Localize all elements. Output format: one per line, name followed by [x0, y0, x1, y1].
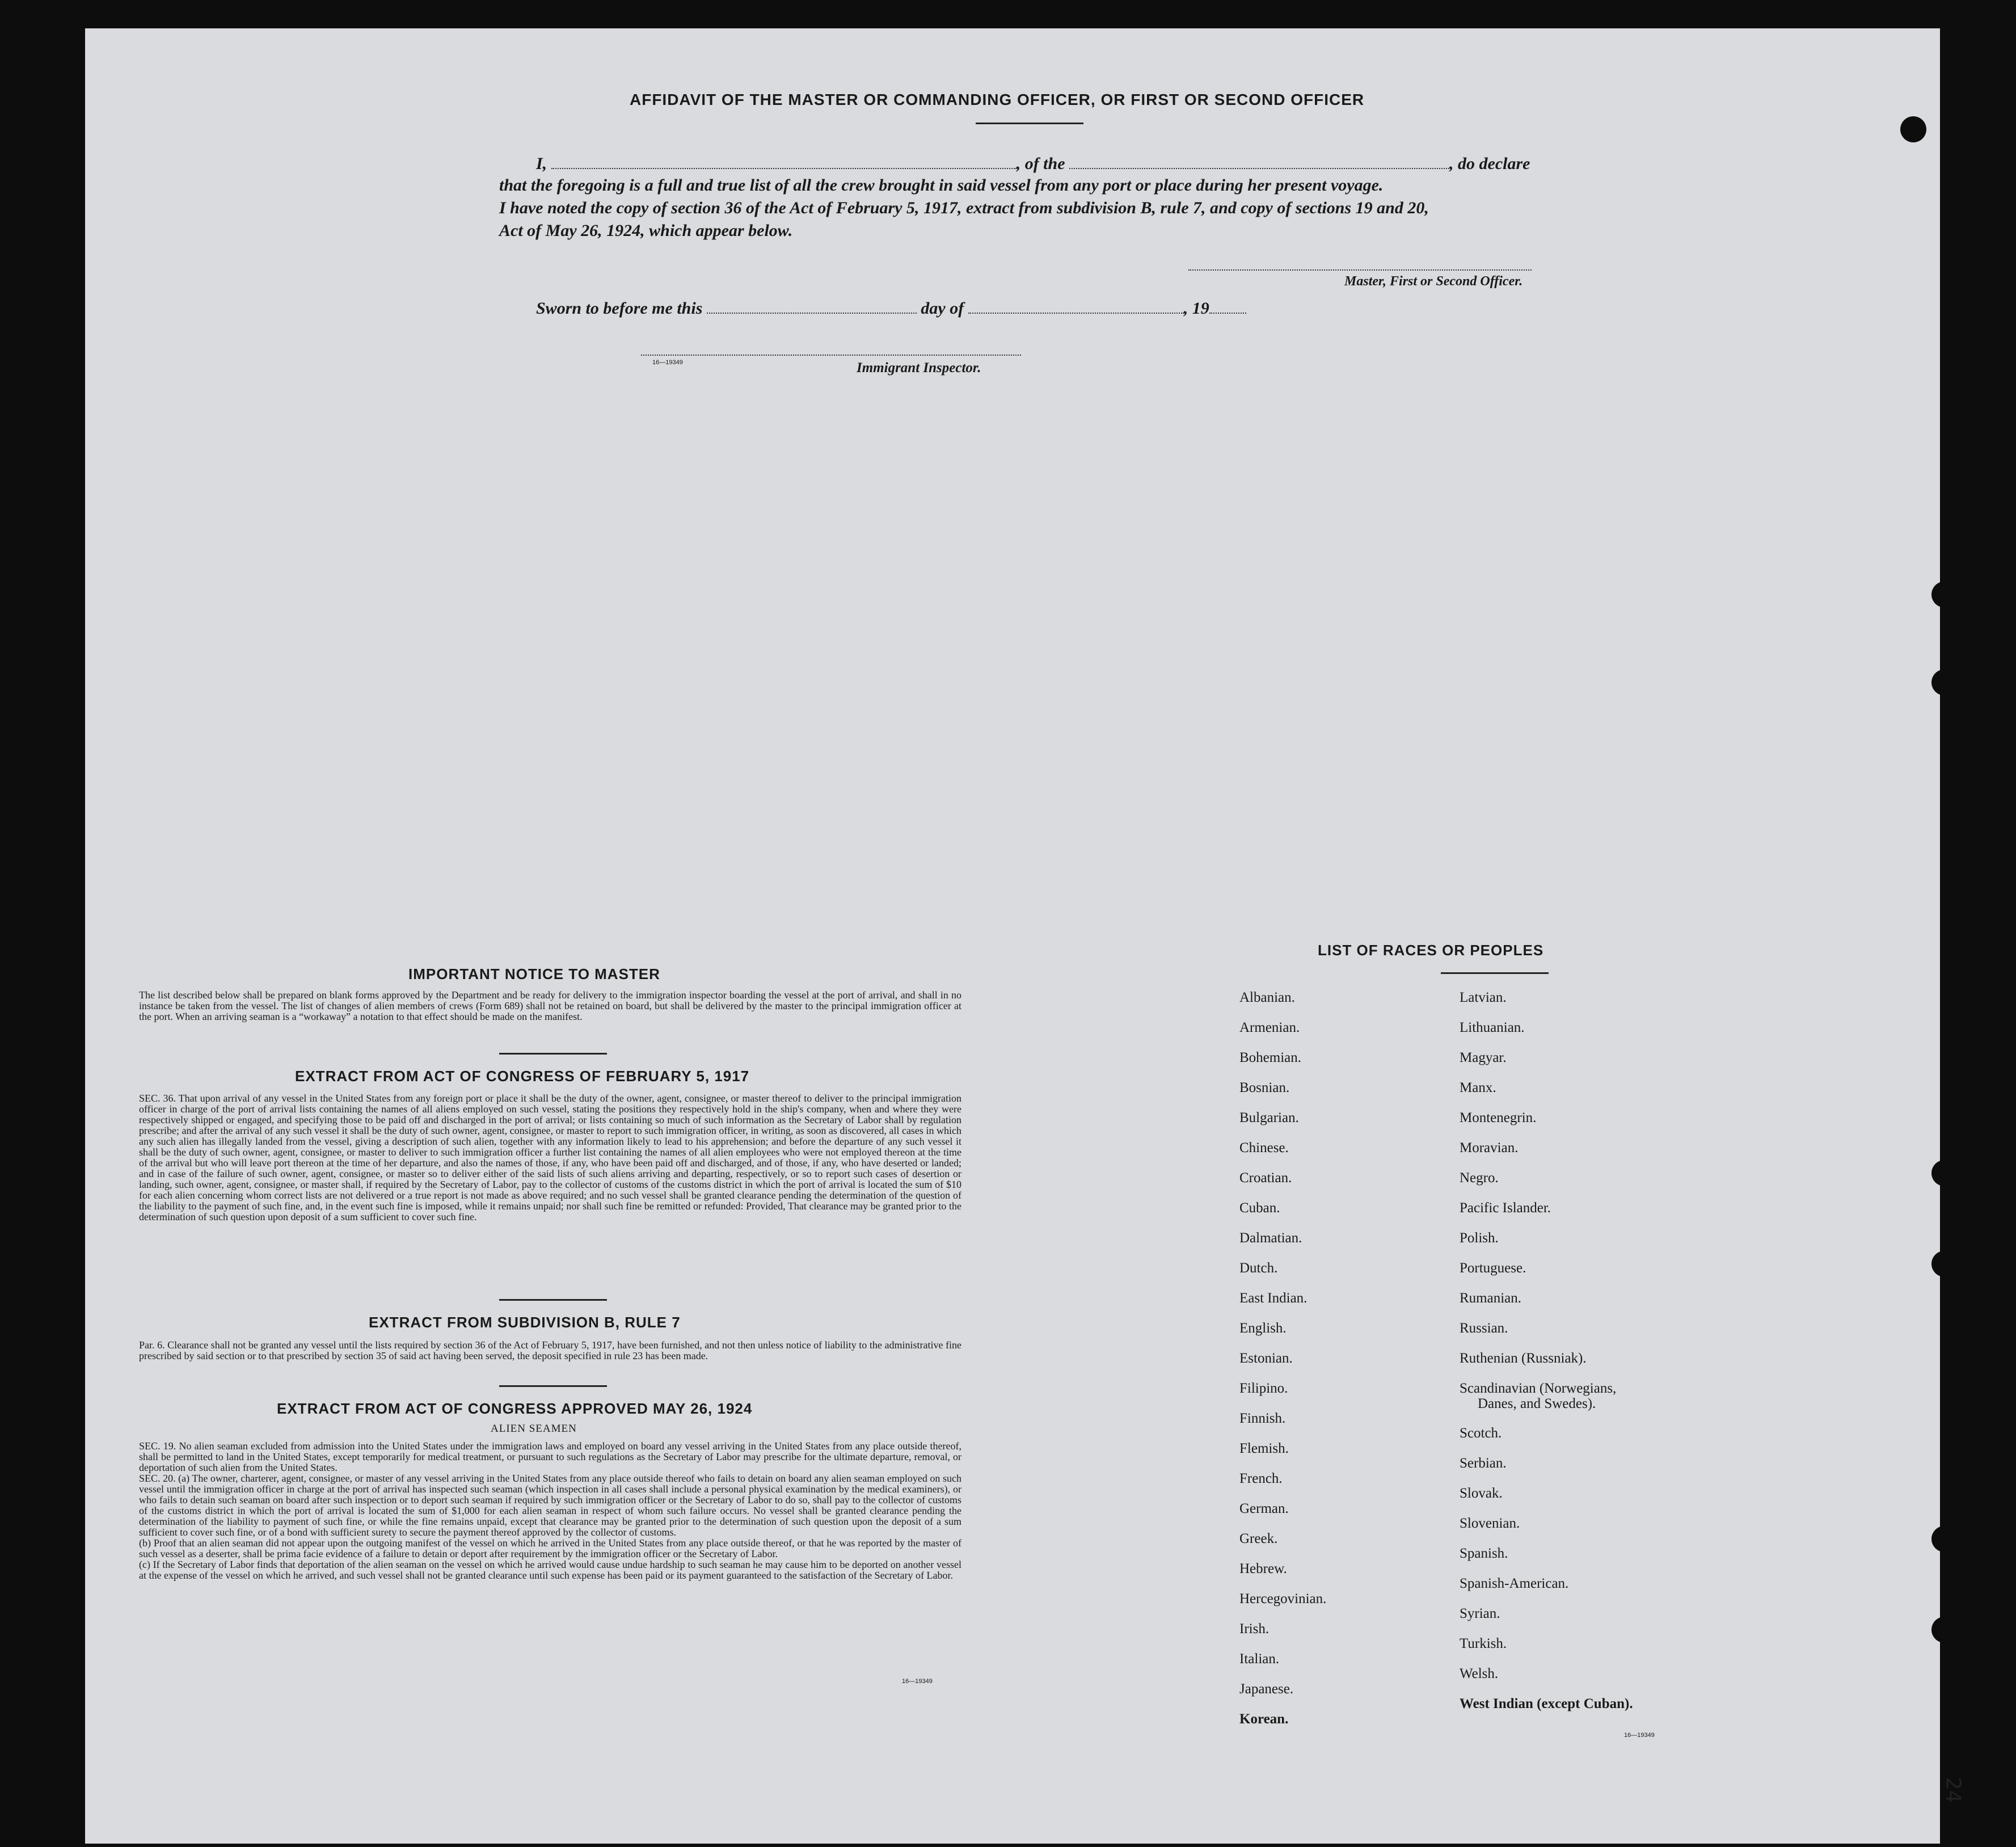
race-item: Croatian.	[1239, 1170, 1292, 1186]
race-item: Serbian.	[1460, 1456, 1507, 1471]
punch-hole	[1931, 1251, 1958, 1277]
extract-1924-title: EXTRACT FROM ACT OF CONGRESS APPROVED MAY 26, 1924	[277, 1400, 753, 1417]
punch-hole	[1931, 1526, 1958, 1552]
race-item: Scotch.	[1460, 1426, 1502, 1441]
i-label: I,	[536, 154, 547, 173]
extract-form-number: 16—19349	[902, 1678, 933, 1685]
races-divider	[1441, 972, 1549, 974]
extract-1917-text: SEC. 36. That upon arrival of any vessel in the United States from any foreign port or place it shall be the duty of the owner, agent, consignee, or master thereof to deliver to the principal immigration officer in charge of the port of arrival lists containing the names of all aliens employed on such vessel, stating the positions they respectively hold in the ship's company, when and where they were respectively shipped or engaged, and specifying those to be paid off and discharged in the port of arrival; or lists containing so much of such information as the Secretary of Labor shall by regulation prescribe; and after the arrival of any such vessel it shall be the duty of such owner, agent, consignee, or master to report to such immigration officer, in writing, as soon as discovered, all cases in which any such alien has illegally landed from the vessel, giving a description of such alien, together with any information likely to lead to his apprehension; and before the departure of any such vessel it shall be the duty of such owner, agent, consignee, or master to deliver to such immigration officer a further list containing the names of all alien employees who were not employed thereon at the time of the arrival but who will leave port thereon at the time of her departure, and also the names of those, if any, who have been paid off and discharged, and of those, if any, who have deserted or landed; and in case of the failure of such owner, agent, consignee, or master so to deliver either of the said lists of such aliens arriving and departing, respectively, or so to report such cases of desertion or landing, such owner, agent, consignee, or master shall, if required by the Secretary of Labor, pay to the collector of customs of the customs district in which the port of arrival is located the sum of $10 for each alien concerning whom correct lists are not delivered or a true report is not made as above required; and no such vessel shall be granted clearance pending the determination of the question of the liability to the payment of such fine, and, in the event such fine is imposed, while it remains unpaid; nor shall such fine be remitted or refunded: Provided, That clearance may be granted prior to the determination of such question upon deposit of a sum sufficient to cover such fine.	[139, 1093, 961, 1222]
punch-hole	[1946, 321, 1972, 347]
vessel-blank[interactable]	[1069, 153, 1449, 169]
race-item: West Indian (except Cuban).	[1460, 1696, 1633, 1711]
title-divider	[976, 123, 1083, 124]
race-item: Greek.	[1239, 1531, 1278, 1546]
race-item: Pacific Islander.	[1460, 1200, 1551, 1216]
race-item: Moravian.	[1460, 1140, 1519, 1156]
race-item: English.	[1239, 1321, 1287, 1336]
sec-20a-text: SEC. 20. (a) The owner, charterer, agent, consignee, or master of any vessel arriving in the United States from any place outside thereof who fails to detain on board any alien seaman employed on such vessel until the immigration officer in charge at the port of arrival has inspected such seaman (which inspection in all cases shall include a personal physical examination by the medical examiners), or who fails to detain such seaman on board after such inspection or to deport such seaman if required by such immigration officer or the Secretary of Labor to do so, shall pay to the collector of customs of the customs district in which the port of arrival is located the sum of $1,000 for each alien seaman in respect of whom such failure occurs. No vessel shall be granted clearance pending the determination of the liability to payment of such fine, or while the fine remains unpaid, except that clearance may be granted prior to the determination of such question upon the deposit of a sum sufficient to cover such fine, or of a bond with sufficient surety to secure the payment thereof approved by the collector of customs.	[139, 1473, 961, 1538]
race-item: Spanish-American.	[1460, 1576, 1569, 1591]
affidavit-form-number: 16—19349	[652, 359, 683, 366]
race-item: Finnish.	[1239, 1411, 1286, 1426]
affidavit-line-2: that the foregoing is a full and true list of all the crew brought in said vessel from any port or place during her present voyage.	[499, 176, 1384, 195]
race-item: Hebrew.	[1239, 1561, 1287, 1576]
race-item: Irish.	[1239, 1621, 1270, 1637]
race-item: Filipino.	[1239, 1381, 1288, 1396]
race-item: Welsh.	[1460, 1666, 1499, 1681]
rule7-title: EXTRACT FROM SUBDIVISION B, RULE 7	[369, 1314, 681, 1331]
race-item: Manx.	[1460, 1080, 1496, 1095]
race-item: Lithuanian.	[1460, 1020, 1525, 1035]
sec-20b-text: (b) Proof that an alien seaman did not appear upon the outgoing manifest of the vessel on which he arrived in the United States from any place outside thereof, or that he was reported by the master of such vessel as a deserter, shall be prima facie evidence of a failure to detain or deport after requirement by the immigration officer or the Secretary of Labor.	[139, 1537, 961, 1559]
race-item: Bosnian.	[1239, 1080, 1290, 1095]
race-item: Scandinavian (Norwegians,	[1460, 1381, 1617, 1396]
race-item: Magyar.	[1460, 1050, 1507, 1065]
master-signature-line[interactable]	[1188, 269, 1532, 271]
notice-divider	[499, 1053, 607, 1055]
punch-hole	[1946, 235, 1972, 262]
sec-19-text: SEC. 19. No alien seaman excluded from admission into the United States under the immigration laws and employed on board any vessel arriving in the United States from any place outside thereof, shall be permitted to land in the United States, except temporarily for medical treatment, or pursuant to such regulations as the Secretary of Labor may prescribe for the ultimate departure, removal, or deportation of such alien from the United States.	[139, 1440, 961, 1473]
race-item: Polish.	[1460, 1230, 1499, 1246]
sworn-label: Sworn to before me this	[536, 299, 703, 318]
extract-1917-divider	[499, 1299, 607, 1301]
race-item: Armenian.	[1239, 1020, 1300, 1035]
day-of-label: day of	[921, 299, 964, 318]
race-item: Portuguese.	[1460, 1260, 1526, 1276]
year-label: , 19	[1183, 299, 1209, 318]
punch-hole	[1931, 1617, 1958, 1643]
race-item: Albanian.	[1239, 990, 1295, 1005]
race-item: Montenegrin.	[1460, 1110, 1537, 1125]
race-item: Slovak.	[1460, 1486, 1503, 1501]
race-item: Syrian.	[1460, 1606, 1500, 1621]
race-item: Hercegovinian.	[1239, 1591, 1327, 1606]
races-title: LIST OF RACES OR PEOPLES	[1318, 942, 1544, 959]
affidavit-line-3: I have noted the copy of section 36 of the Act of February 5, 1917, extract from subdivision B, rule 7, and copy of sections 19 and 20,	[499, 199, 1429, 217]
punch-hole	[1931, 1160, 1958, 1186]
punch-hole	[1900, 116, 1926, 142]
race-item: Turkish.	[1460, 1636, 1507, 1651]
race-item: Bulgarian.	[1239, 1110, 1299, 1125]
notice-title: IMPORTANT NOTICE TO MASTER	[408, 965, 660, 982]
rule7-divider	[499, 1385, 607, 1387]
race-item: Slovenian.	[1460, 1516, 1520, 1531]
race-item: Latvian.	[1460, 990, 1507, 1005]
sworn-month-blank[interactable]	[968, 298, 1184, 314]
race-item: Bohemian.	[1239, 1050, 1302, 1065]
race-item: Russian.	[1460, 1321, 1508, 1336]
affidavit-line-4: Act of May 26, 1924, which appear below.	[499, 221, 793, 240]
master-signature-caption: Master, First or Second Officer.	[1344, 274, 1523, 289]
alien-seamen-subtitle: ALIEN SEAMEN	[491, 1423, 577, 1435]
year-blank[interactable]	[1209, 298, 1246, 314]
affidavit-declaration-line	[536, 153, 1530, 174]
race-item: Italian.	[1239, 1651, 1280, 1667]
race-item: Estonian.	[1239, 1351, 1293, 1366]
race-item: Rumanian.	[1460, 1291, 1522, 1306]
race-item: Danes, and Swedes).	[1478, 1396, 1596, 1411]
races-form-number: 16—19349	[1624, 1732, 1655, 1739]
race-item: Spanish.	[1460, 1546, 1508, 1561]
extract-1917-title: EXTRACT FROM ACT OF CONGRESS OF FEBRUARY 5, 1917	[295, 1068, 750, 1085]
race-item: Japanese.	[1239, 1681, 1294, 1697]
name-blank[interactable]	[551, 153, 1017, 169]
race-item: Dalmatian.	[1239, 1230, 1302, 1246]
extract-1924-text	[139, 1441, 961, 1581]
race-item: Ruthenian (Russniak).	[1460, 1351, 1587, 1366]
race-item: Flemish.	[1239, 1441, 1289, 1456]
sworn-line	[536, 298, 1246, 318]
race-item: Cuban.	[1239, 1200, 1280, 1216]
document-page	[85, 28, 1965, 1844]
race-item: Negro.	[1460, 1170, 1499, 1186]
handwritten-page-number: 24	[1941, 1777, 1965, 1803]
race-item: French.	[1239, 1471, 1283, 1486]
rule7-text: Par. 6. Clearance shall not be granted any vessel until the lists required by section 36 of the Act of February 5, 1917, have been furnished, and not then unless notice of liability to the administrative fine prescribed by said section or to that prescribed by section 35 of said act having been served, the deposit specified in rule 23 has been made.	[139, 1339, 961, 1361]
affidavit-title: AFFIDAVIT OF THE MASTER OR COMMANDING OFFICER, OR FIRST OR SECOND OFFICER	[630, 91, 1365, 108]
race-item: Dutch.	[1239, 1260, 1278, 1276]
punch-hole	[1931, 581, 1958, 608]
races-right-column	[1460, 982, 1633, 1719]
races-left-column	[1239, 982, 1326, 1734]
race-item: Korean.	[1239, 1711, 1289, 1727]
race-item: German.	[1239, 1501, 1289, 1516]
sec-20c-text: (c) If the Secretary of Labor finds that deportation of the alien seaman on the vessel on which he arrived would cause undue hardship to such seaman he may cause him to be deported on another vessel at the expense of the vessel on which he arrived, and such vessel shall not be granted clearance until such expense has been paid or its payment guaranteed to the satisfaction of the Secretary of Labor.	[139, 1559, 961, 1581]
race-item: Chinese.	[1239, 1140, 1289, 1156]
of-the-label: , of the	[1016, 154, 1065, 173]
race-item: East Indian.	[1239, 1291, 1308, 1306]
inspector-caption: Immigrant Inspector.	[857, 360, 981, 376]
do-declare-label: , do declare	[1449, 154, 1530, 173]
punch-hole	[1931, 669, 1958, 695]
sworn-day-blank[interactable]	[707, 298, 917, 314]
notice-text: The list described below shall be prepared on blank forms approved by the Department and be ready for delivery to the immigration inspector boarding the vessel at the port of arrival, and shall in no instance be taken from the vessel. The list of changes of alien members of crews (Form 689) shall not be retained on board, but shall be delivered by the master to the principal immigration officer at the port. When an arriving seaman is a “workaway” a notation to that effect should be made on the manifest.	[139, 989, 961, 1022]
inspector-signature-line[interactable]	[641, 355, 1021, 356]
